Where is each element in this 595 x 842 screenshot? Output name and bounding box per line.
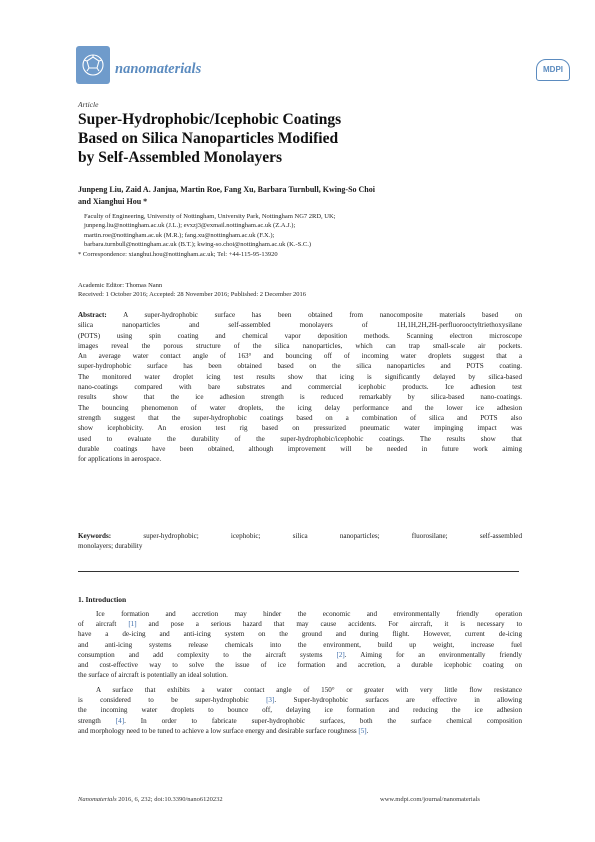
paragraph-line: consumption and add complexity to the aircraft systems [2]. Aiming for an environmentally friendly (78, 650, 522, 659)
abstract-line: super-hydrophobic surface has been obtained based on the silica nanoparticles and POTS coating. (78, 362, 522, 371)
citation-link[interactable]: [1] (128, 620, 137, 629)
abstract-line: nano-coatings compared with bare substrates and commercial icephobic products. Ice adhesion test (78, 383, 522, 392)
article-type: Article (78, 100, 99, 109)
title-line: Super-Hydrophobic/Icephobic Coatings (78, 111, 342, 128)
title-line: Based on Silica Nanoparticles Modified (78, 130, 339, 147)
citation-link[interactable]: [4] (115, 716, 125, 725)
paragraph-line: and cost-effective way to solve the issue of ice formation and accretion, a durable icephobic coating on (78, 661, 522, 670)
paragraph-line: the surface of aircraft is potentially an ideal solution. (78, 671, 228, 680)
paragraph-line: the incoming water droplets to bounce off, delaying ice formation and reducing the ice adhesion (78, 706, 522, 715)
paragraph-line: A surface that exhibits a water contact angle of 150° or greater with very little flow resistance (96, 686, 522, 694)
abstract-line: (POTS) using spin coating and chemical vapor deposition methods. Scanning electron microscope (78, 331, 522, 340)
abstract-line: The bouncing phenomenon of water droplets, the icing delay performance and the lower ice adhesion (78, 403, 522, 412)
abstract (78, 310, 522, 464)
publication-dates: Received: 1 October 2016; Accepted: 28 November 2016; Published: 2 December 2016 (78, 291, 306, 299)
academic-editor: Academic Editor: Thomas Nann (78, 282, 163, 289)
abstract-line: used to evaluate the durability of the super-hydrophobic/icephobic coatings. The results show that (78, 434, 522, 443)
abstract-line: silica nanoparticles and self-assembled monolayers of 1H,1H,2H,2H-perfluorooctyltriethoxysilane (78, 321, 522, 330)
affiliations (78, 212, 335, 259)
abstract-line: strength suggest that the super-hydrophobic coatings based on a combination of silica and POTS also (78, 413, 522, 422)
introduction-paragraph-1 (78, 609, 522, 680)
abstract-line: results show that the ice adhesion strength is reduced remarkably by silica-based nano-coatings. (78, 393, 522, 402)
paragraph-line: and anti-icing systems release chemicals into the environment, build up weight, increase fuel (78, 640, 522, 649)
abstract-line: durable coatings have been obtained, although improvement will be needed in future work aiming (78, 444, 522, 453)
footer-journal: Nanomaterials (78, 796, 117, 803)
paragraph-line: have a de-icing and anti-icing system on the ground and during flight. However, current de-icing (78, 630, 522, 639)
keywords (78, 531, 522, 552)
paragraph-line: and morphology need to be tuned to achieve a low surface energy and desirable surface roughness [5]. (78, 726, 369, 735)
abstract-line: show icephobicity. An erosion test rig based on pressurized pneumatic water impinging impact was (78, 424, 522, 433)
paper-title (78, 110, 478, 167)
title-line: by Self-Assembled Monolayers (78, 149, 283, 166)
author-line: and Xianghui Hou * (78, 197, 148, 206)
paragraph-line: strength [4]. In order to fabricate super-hydrophobic surfaces, both the surface chemical composition (78, 716, 522, 725)
section-heading-introduction: 1. Introduction (78, 595, 127, 604)
abstract-line: Abstract: A super-hydrophobic surface has been obtained from nanocomposite materials based on (78, 311, 522, 319)
footer-citation: Nanomaterials 2016, 6, 232; doi:10.3390/nano6120232 (78, 796, 223, 803)
correspondence[interactable]: * Correspondence: xianghui.hou@nottingham.ac.uk; Tel: +44-115-95-13920 (78, 250, 278, 258)
citation-link[interactable]: [5] (358, 726, 367, 735)
affiliation-email-line[interactable]: barbara.turnbull@nottingham.ac.uk (B.T.); kwing-so.choi@nottingham.ac.uk (K.-S.C.) (84, 241, 312, 249)
footer-url[interactable]: www.mdpi.com/journal/nanomaterials (380, 796, 480, 803)
journal-name: nanomaterials (115, 61, 202, 77)
citation-link[interactable]: [2] (336, 650, 345, 659)
abstract-line: An average water contact angle of 163° and bouncing off of incoming water droplets suggest that a (78, 352, 522, 361)
keywords-line: Keywords: super-hydrophobic; icephobic; silica nanoparticles; fluorosilane; self-assembled (78, 532, 522, 540)
paragraph-line: is considered to be super-hydrophobic [3]. Super-hydrophobic surfaces are effective in allowing (78, 696, 522, 705)
abstract-line: images reveal the porous structure of the silica nanoparticles, which can trap small-scale air pockets. (78, 341, 522, 350)
publication-info (78, 281, 306, 300)
citation-link[interactable]: [3] (266, 696, 275, 705)
publisher-logo: MDPI (536, 59, 570, 81)
paragraph-line: Ice formation and accretion may hinder the economic and environmentally friendly operation (96, 610, 522, 618)
author-list (78, 184, 523, 208)
abstract-line: for applications in aerospace. (78, 455, 162, 464)
introduction-paragraph-2 (78, 685, 522, 736)
journal-logo-icon (76, 46, 110, 84)
affiliation-email-line[interactable]: junpeng.liu@nottingham.ac.uk (J.L.); evxzj3@exmail.nottingham.ac.uk (Z.A.J.); (84, 222, 296, 230)
keywords-label: Keywords: (78, 532, 112, 540)
affiliation-email-line[interactable]: martin.roe@nottingham.ac.uk (M.R.); fang.xu@nottingham.ac.uk (F.X.); (84, 231, 275, 239)
keywords-line: monolayers; durability (78, 542, 143, 551)
paragraph-line: of aircraft [1] and pose a serious hazard that may cause accidents. For aircraft, it is necessary to (78, 620, 522, 629)
section-divider (78, 571, 519, 572)
abstract-line: The monitored water droplet icing test results show that icing is significantly delayed by silica-based (78, 372, 522, 381)
author-line: Junpeng Liu, Zaid A. Janjua, Martin Roe, Fang Xu, Barbara Turnbull, Kwing-So Choi (78, 185, 375, 194)
affiliation-line: Faculty of Engineering, University of Nottingham, University Park, Nottingham NG7 2RD, UK; (84, 213, 336, 220)
abstract-label: Abstract: (78, 311, 107, 319)
